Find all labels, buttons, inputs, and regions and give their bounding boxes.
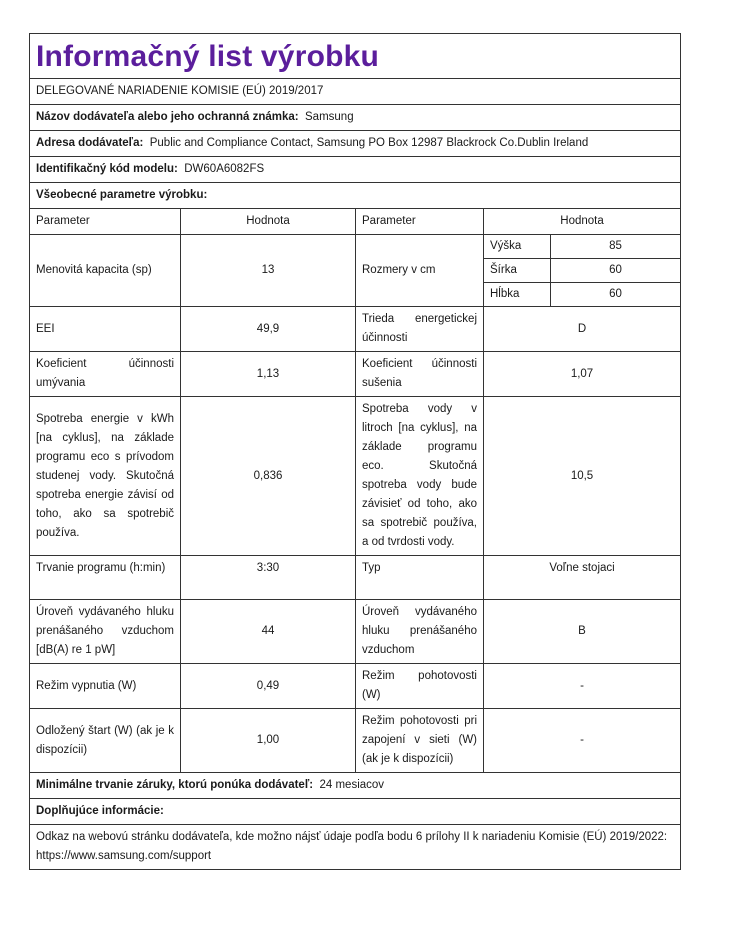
param-value: - bbox=[484, 709, 681, 773]
additional-info-label: Doplňujúce informácie: bbox=[36, 805, 164, 817]
dimension-value: 60 bbox=[609, 288, 622, 300]
table-row bbox=[30, 397, 681, 556]
supplier-name-label: Názov dodávateľa alebo jeho ochranná známka: bbox=[36, 111, 299, 123]
model-id-label: Identifikačný kód modelu: bbox=[36, 163, 178, 175]
param-value: 1,00 bbox=[181, 709, 356, 773]
param-label: Odložený štart (W) (ak je k dispozícii) bbox=[30, 709, 181, 773]
param-value: D bbox=[484, 307, 681, 352]
supplier-address-label: Adresa dodávateľa: bbox=[36, 137, 144, 149]
dimension-label: Výška bbox=[484, 235, 551, 259]
table-row bbox=[30, 664, 681, 709]
table-row bbox=[30, 600, 681, 664]
param-label: Režim pohotovosti (W) bbox=[356, 664, 484, 709]
model-id-row bbox=[30, 157, 681, 183]
param-label: Rozmery v cm bbox=[356, 235, 484, 307]
table-row bbox=[30, 352, 681, 397]
param-label: Spotreba energie v kWh [na cyklus], na základe programu eco s prívodom studenej vody. Skutočná spotreba energie závisí od toho, ako sa spotrebič používa. bbox=[30, 397, 181, 556]
general-params-label: Všeobecné parametre výrobku: bbox=[36, 189, 208, 201]
param-label: Trvanie programu (h:min) bbox=[30, 556, 181, 600]
param-label: Úroveň vydávaného hluku prenášaného vzduchom bbox=[356, 600, 484, 664]
dimensions-cell bbox=[484, 235, 681, 307]
table-row bbox=[30, 556, 681, 600]
sheet-table bbox=[29, 33, 681, 870]
param-value: 1,07 bbox=[484, 352, 681, 397]
param-value: 1,13 bbox=[181, 352, 356, 397]
table-row bbox=[30, 307, 681, 352]
param-value: 10,5 bbox=[484, 397, 681, 556]
supplier-name-value: Samsung bbox=[305, 111, 354, 123]
dimensions-table bbox=[484, 235, 680, 306]
supplier-name-row bbox=[30, 105, 681, 131]
param-value: 0,836 bbox=[181, 397, 356, 556]
warranty-value: 24 mesiacov bbox=[319, 779, 385, 791]
param-value: Voľne stojaci bbox=[484, 556, 681, 600]
param-label: Koeficient účinnosti umývania bbox=[30, 352, 181, 397]
column-header-parameter-2: Parameter bbox=[356, 209, 484, 235]
param-label: Režim pohotovosti pri zapojení v sieti (W) (ak je k dispozícii) bbox=[356, 709, 484, 773]
param-value: 44 bbox=[181, 600, 356, 664]
table-row bbox=[30, 235, 681, 307]
param-label: Koeficient účinnosti sušenia bbox=[356, 352, 484, 397]
supplier-address-row bbox=[30, 131, 681, 157]
column-header-value-2: Hodnota bbox=[484, 209, 681, 235]
regulation-reference: DELEGOVANÉ NARIADENIE KOMISIE (EÚ) 2019/2017 bbox=[30, 79, 681, 105]
param-label: Trieda energetickej účinnosti bbox=[356, 307, 484, 352]
param-value: 3:30 bbox=[181, 556, 356, 600]
model-id-value: DW60A6082FS bbox=[184, 163, 265, 175]
table-row bbox=[30, 709, 681, 773]
additional-info-heading bbox=[30, 799, 681, 825]
product-information-sheet bbox=[29, 33, 680, 870]
dimension-value: 85 bbox=[551, 235, 681, 259]
column-header-value: Hodnota bbox=[181, 209, 356, 235]
param-label: Úroveň vydávaného hluku prenášaného vzduchom [dB(A) re 1 pW] bbox=[30, 600, 181, 664]
param-value: 13 bbox=[181, 235, 356, 307]
param-value: B bbox=[484, 600, 681, 664]
supplier-address-value: Public and Compliance Contact, Samsung PO Box 12987 Blackrock Co.Dublin Ireland bbox=[149, 137, 589, 149]
warranty-row bbox=[30, 773, 681, 799]
param-label: EEI bbox=[30, 307, 181, 352]
additional-info-text: Odkaz na webovú stránku dodávateľa, kde možno nájsť údaje podľa bodu 6 prílohy II k nariadeniu Komisie (EÚ) 2019/2022: https://www.samsung.com/support bbox=[30, 825, 681, 870]
warranty-label: Minimálne trvanie záruky, ktorú ponúka dodávateľ: bbox=[36, 779, 314, 791]
general-params-heading bbox=[30, 183, 681, 209]
param-value: 49,9 bbox=[181, 307, 356, 352]
param-label: Režim vypnutia (W) bbox=[30, 664, 181, 709]
param-value: 0,49 bbox=[181, 664, 356, 709]
param-label: Typ bbox=[356, 556, 484, 600]
dimension-label: Hĺbka bbox=[484, 283, 551, 307]
column-header-parameter: Parameter bbox=[30, 209, 181, 235]
page-title: Informačný list výrobku bbox=[36, 40, 380, 73]
param-value: - bbox=[484, 664, 681, 709]
dimension-label: Šírka bbox=[484, 259, 551, 283]
dimension-value: 60 bbox=[551, 259, 681, 283]
param-label: Spotreba vody v litroch [na cyklus], na základe programu eco. Skutočná spotreba vody bude závisieť od toho, ako sa spotrebič používa, a od tvrdosti vody. bbox=[356, 397, 484, 556]
param-label: Menovitá kapacita (sp) bbox=[30, 235, 181, 307]
